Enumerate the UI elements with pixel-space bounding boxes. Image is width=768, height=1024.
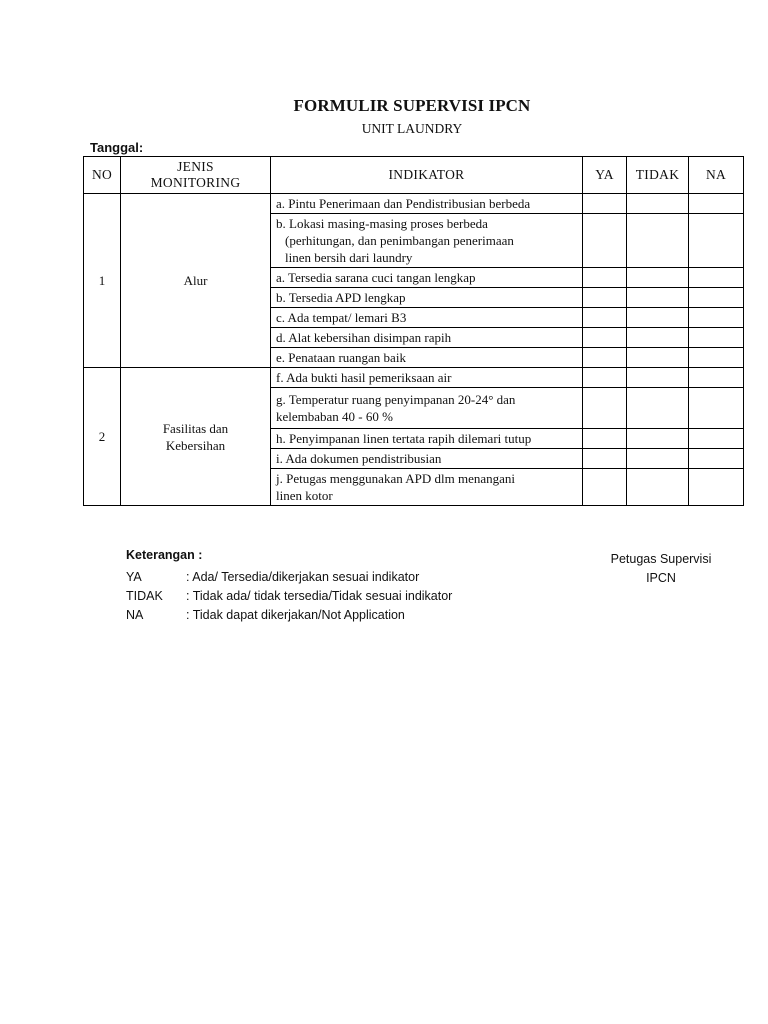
indicator-text: c. Ada tempat/ lemari B3: [276, 310, 407, 325]
tidak-checkbox-cell[interactable]: [627, 368, 689, 388]
indicator-text: a. Tersedia sarana cuci tangan lengkap: [276, 270, 476, 285]
indicator-text-cont: linen kotor: [276, 488, 333, 503]
monitoring-type-line2: Kebersihan: [165, 437, 226, 453]
indicator-text: j. Petugas menggunakan APD dlm menangani: [276, 471, 516, 486]
legend-notes: [126, 548, 452, 625]
ya-checkbox-cell[interactable]: [583, 268, 627, 288]
indicator-cell: [271, 348, 583, 368]
indicator-cell: [271, 214, 583, 268]
indicator-text: d. Alat kebersihan disimpan rapih: [276, 330, 452, 345]
na-checkbox-cell[interactable]: [689, 288, 744, 308]
tidak-checkbox-cell[interactable]: [627, 469, 689, 506]
indicator-cell: [271, 469, 583, 506]
na-checkbox-cell[interactable]: [689, 268, 744, 288]
tidak-checkbox-cell[interactable]: [627, 268, 689, 288]
ya-checkbox-cell[interactable]: [583, 469, 627, 506]
notes-title: Keterangan :: [126, 548, 203, 562]
indicator-cell: [271, 268, 583, 288]
na-checkbox-cell[interactable]: [689, 194, 744, 214]
indicator-text-cont: (perhitungan, dan penimbangan penerimaan: [285, 233, 514, 248]
col-header-jenis: [121, 157, 271, 194]
na-checkbox-cell[interactable]: [689, 469, 744, 506]
notes-key: NA: [126, 608, 144, 622]
notes-item: [126, 587, 452, 606]
signer-title: Petugas Supervisi: [610, 552, 712, 566]
tidak-checkbox-cell[interactable]: [627, 214, 689, 268]
signature-block: [600, 550, 722, 588]
na-checkbox-cell[interactable]: [689, 429, 744, 449]
notes-item: [126, 568, 452, 587]
table-row: [84, 368, 744, 388]
table-header-row: [84, 157, 744, 194]
na-checkbox-cell[interactable]: [689, 308, 744, 328]
supervision-table: [83, 156, 744, 506]
tidak-checkbox-cell[interactable]: [627, 194, 689, 214]
indicator-text: g. Temperatur ruang penyimpanan 20-24° dan: [276, 392, 516, 407]
table-row: [84, 194, 744, 214]
notes-desc: : Ada/ Tersedia/dikerjakan sesuai indikator: [186, 570, 420, 584]
ya-checkbox-cell[interactable]: [583, 429, 627, 449]
notes-key: TIDAK: [126, 589, 163, 603]
tidak-checkbox-cell[interactable]: [627, 348, 689, 368]
indicator-cell: [271, 328, 583, 348]
na-checkbox-cell[interactable]: [689, 328, 744, 348]
indicator-text: e. Penataan ruangan baik: [276, 350, 406, 365]
notes-desc: : Tidak dapat dikerjakan/Not Application: [186, 608, 405, 622]
indicator-cell: [271, 308, 583, 328]
indicator-cell: [271, 449, 583, 469]
notes-key: YA: [126, 570, 142, 584]
tidak-checkbox-cell[interactable]: [627, 308, 689, 328]
indicator-cell: [271, 429, 583, 449]
indicator-text: b. Lokasi masing-masing proses berbeda: [276, 216, 488, 231]
indicator-text-cont: kelembaban 40 - 60 %: [276, 409, 393, 424]
col-header-no: NO: [84, 157, 121, 194]
ya-checkbox-cell[interactable]: [583, 328, 627, 348]
tidak-checkbox-cell[interactable]: [627, 288, 689, 308]
form-subtitle: UNIT LAUNDRY: [361, 121, 463, 136]
ya-checkbox-cell[interactable]: [583, 308, 627, 328]
date-label: Tanggal:: [90, 140, 144, 155]
monitoring-type: [121, 368, 271, 506]
col-header-na: NA: [689, 157, 744, 194]
ya-checkbox-cell[interactable]: [583, 368, 627, 388]
tidak-checkbox-cell[interactable]: [627, 429, 689, 449]
na-checkbox-cell[interactable]: [689, 368, 744, 388]
ya-checkbox-cell[interactable]: [583, 348, 627, 368]
tidak-checkbox-cell[interactable]: [627, 449, 689, 469]
indicator-text: f. Ada bukti hasil pemeriksaan air: [276, 370, 452, 385]
indicator-cell: [271, 288, 583, 308]
col-header-indikator: INDIKATOR: [271, 157, 583, 194]
ya-checkbox-cell[interactable]: [583, 194, 627, 214]
ya-checkbox-cell[interactable]: [583, 449, 627, 469]
row-number: 2: [84, 368, 121, 506]
tidak-checkbox-cell[interactable]: [627, 388, 689, 429]
row-number: 1: [84, 194, 121, 368]
na-checkbox-cell[interactable]: [689, 449, 744, 469]
na-checkbox-cell[interactable]: [689, 214, 744, 268]
indicator-cell: [271, 388, 583, 429]
indicator-cell: [271, 368, 583, 388]
tidak-checkbox-cell[interactable]: [627, 328, 689, 348]
indicator-text: b. Tersedia APD lengkap: [276, 290, 406, 305]
col-header-tidak: TIDAK: [627, 157, 689, 194]
indicator-text-cont: linen bersih dari laundry: [285, 250, 413, 265]
form-title: FORMULIR SUPERVISI IPCN: [293, 96, 531, 115]
monitoring-type-line1: Fasilitas dan: [162, 420, 229, 436]
notes-item: [126, 606, 452, 625]
col-header-jenis-line1: JENIS: [177, 159, 214, 174]
indicator-text: h. Penyimpanan linen tertata rapih dilemari tutup: [276, 431, 532, 446]
signer-role: IPCN: [646, 571, 676, 585]
na-checkbox-cell[interactable]: [689, 348, 744, 368]
col-header-ya: YA: [583, 157, 627, 194]
ya-checkbox-cell[interactable]: [583, 388, 627, 429]
indicator-cell: [271, 194, 583, 214]
ya-checkbox-cell[interactable]: [583, 288, 627, 308]
ya-checkbox-cell[interactable]: [583, 214, 627, 268]
monitoring-type: Alur: [121, 194, 271, 368]
indicator-text: i. Ada dokumen pendistribusian: [276, 451, 442, 466]
indicator-text: a. Pintu Penerimaan dan Pendistribusian berbeda: [276, 196, 531, 211]
col-header-jenis-line2: MONITORING: [150, 175, 241, 190]
notes-desc: : Tidak ada/ tidak tersedia/Tidak sesuai indikator: [186, 589, 453, 603]
na-checkbox-cell[interactable]: [689, 388, 744, 429]
